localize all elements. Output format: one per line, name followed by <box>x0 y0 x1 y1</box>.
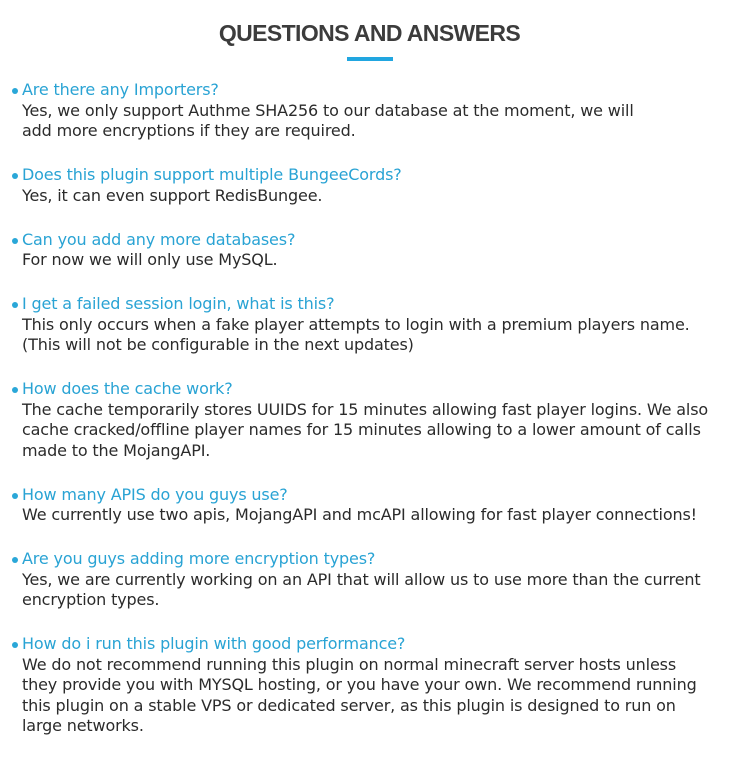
faq-question[interactable]: Are there any Importers? <box>22 80 219 99</box>
faq-item <box>11 230 723 271</box>
faq-question[interactable]: How does the cache work? <box>22 379 233 398</box>
faq-item <box>11 165 723 206</box>
page-title: QUESTIONS AND ANSWERS <box>218 20 521 46</box>
bullet-icon <box>12 557 18 563</box>
faq-answer: The cache temporarily stores UUIDS for 15 minutes allowing fast player logins. We also cache cracked/offline player names for 15 minutes allowing to a lower amount of calls made to the MojangAPI. <box>22 399 709 460</box>
page-header <box>0 18 739 61</box>
faq-answer: For now we will only use MySQL. <box>22 250 278 269</box>
faq-item <box>11 549 723 611</box>
faq-answer: Yes, we only support Authme SHA256 to our database at the moment, we will add more encryptions if they are required. <box>22 100 634 140</box>
faq-question[interactable]: How do i run this plugin with good performance? <box>22 634 406 653</box>
faq-question[interactable]: Does this plugin support multiple BungeeCords? <box>22 165 402 184</box>
faq-list <box>11 80 723 760</box>
faq-item <box>11 80 723 142</box>
bullet-icon <box>12 642 18 648</box>
bullet-icon <box>12 173 18 179</box>
faq-question[interactable]: Are you guys adding more encryption types? <box>22 549 376 568</box>
faq-answer: Yes, it can even support RedisBungee. <box>22 185 323 205</box>
faq-question[interactable]: How many APIS do you guys use? <box>22 484 288 504</box>
faq-answer: We currently use two apis, MojangAPI and mcAPI allowing for fast player connections! <box>22 505 697 524</box>
faq-item <box>11 294 723 356</box>
faq-question[interactable]: Can you add any more databases? <box>22 229 296 249</box>
faq-item <box>11 485 723 526</box>
bullet-icon <box>12 88 18 94</box>
faq-item <box>11 379 723 461</box>
title-underline <box>347 57 393 61</box>
bullet-icon <box>12 238 18 244</box>
faq-item <box>11 634 723 737</box>
faq-answer: This only occurs when a fake player attempts to login with a premium players name. (This will not be configurable in the next updates) <box>22 314 690 354</box>
bullet-icon <box>12 493 18 499</box>
faq-question[interactable]: I get a failed session login, what is this? <box>22 294 335 313</box>
faq-answer: Yes, we are currently working on an API that will allow us to use more than the current encryption types. <box>22 569 701 609</box>
bullet-icon <box>12 302 18 308</box>
faq-answer: We do not recommend running this plugin on normal minecraft server hosts unless they provide you with MYSQL hosting, or you have your own. We recommend running this plugin on a stable VPS or dedicated server, as this plugin is designed to run on large networks. <box>22 654 697 735</box>
bullet-icon <box>12 387 18 393</box>
